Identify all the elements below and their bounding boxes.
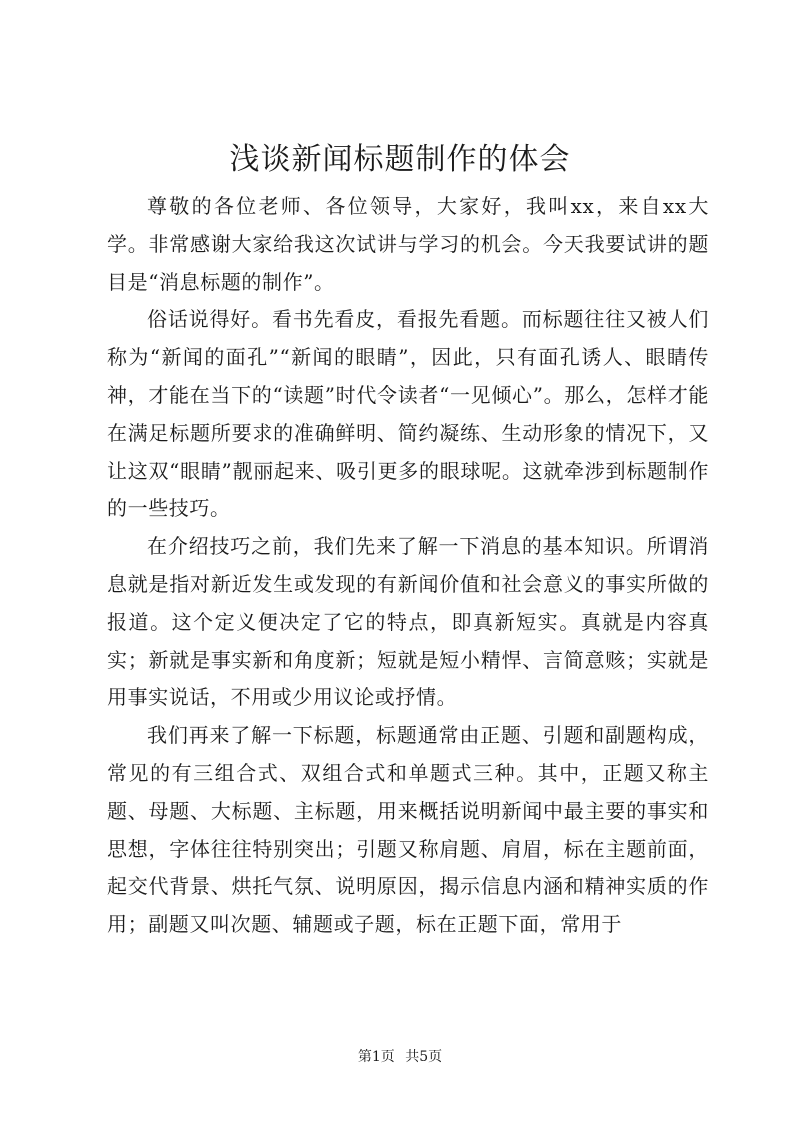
document-body: [107, 188, 709, 944]
paragraph: 尊敬的各位老师、各位领导，大家好，我叫xx，来自xx大学。非常感谢大家给我这次试讲与学习的机会。今天我要试讲的题目是“消息标题的制作”。: [107, 194, 709, 294]
page-number: 第1页: [357, 1049, 395, 1065]
document-title: 浅谈新闻标题制作的体会: [229, 142, 571, 177]
paragraph: 我们再来了解一下标题，标题通常由正题、引题和副题构成，常见的有三组合式、双组合式和单题式三种。其中，正题又称主题、母题、大标题、主标题，用来概括说明新闻中最主要的事实和思想，字体往往特别突出；引题又称肩题、肩眉，标在主题前面，起交代背景、烘托气氛、说明原因，揭示信息内涵和精神实质的作用；副题又叫次题、辅题或子题，标在正题下面，常用于: [107, 723, 709, 937]
page-footer: [0, 1047, 800, 1067]
page-total: 共5页: [405, 1049, 443, 1065]
paragraph: 俗话说得好。看书先看皮，看报先看题。而标题往往又被人们称为“新闻的面孔”“新闻的眼睛”，因此，只有面孔诱人、眼睛传神，才能在当下的“读题”时代令读者“一见倾心”。那么，怎样才能在满足标题所要求的准确鲜明、简约凝练、生动形象的情况下，又让这双“眼睛”靓丽起来、吸引更多的眼球呢。这就牵涉到标题制作的一些技巧。: [107, 307, 709, 521]
paragraph: 在介绍技巧之前，我们先来了解一下消息的基本知识。所谓消息就是指对新近发生或发现的有新闻价值和社会意义的事实所做的报道。这个定义便决定了它的特点，即真新短实。真就是内容真实；新就是事实新和角度新；短就是短小精悍、言简意赅；实就是用事实说话，不用或少用议论或抒情。: [107, 534, 709, 710]
